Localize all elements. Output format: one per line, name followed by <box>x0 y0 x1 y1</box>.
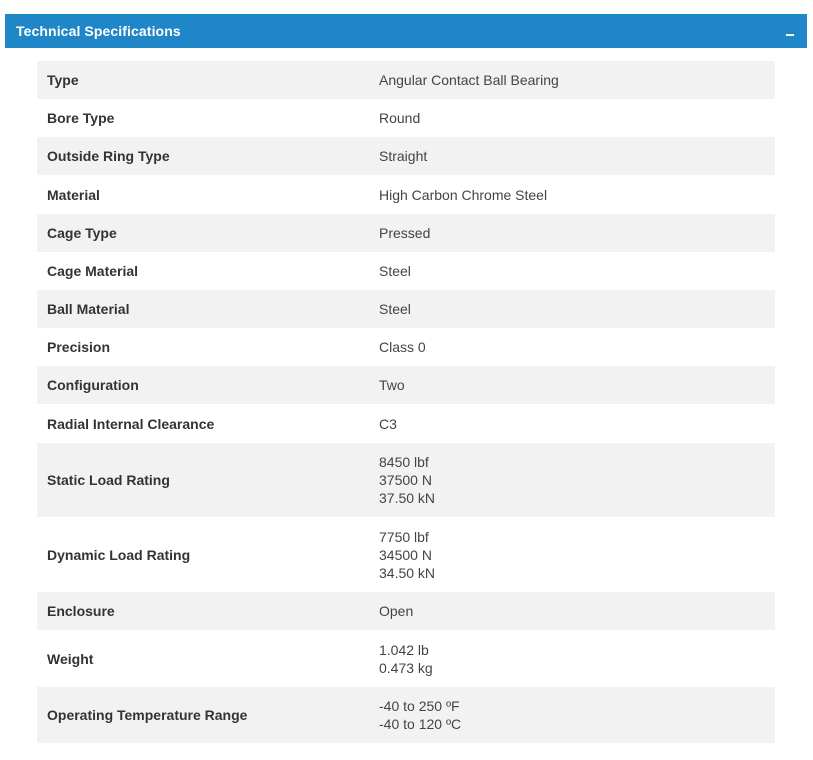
spec-label: Operating Temperature Range <box>37 687 369 743</box>
spec-label: Cage Type <box>37 214 369 252</box>
table-row <box>37 404 775 443</box>
spec-value-line: Open <box>379 603 414 619</box>
table-row <box>37 592 775 630</box>
spec-value-line: Steel <box>379 301 411 317</box>
spec-label: Cage Material <box>37 252 369 290</box>
spec-value <box>369 517 775 592</box>
spec-value-line: 34.50 kN <box>379 564 436 581</box>
spec-value-line: 37500 N <box>379 472 432 488</box>
spec-value <box>369 175 775 214</box>
spec-value-line: C3 <box>379 415 397 432</box>
spec-value <box>369 443 775 517</box>
spec-value <box>369 61 775 99</box>
spec-value <box>369 290 775 328</box>
spec-label: Radial Internal Clearance <box>37 404 369 443</box>
spec-value-line: Angular Contact Ball Bearing <box>379 72 559 88</box>
spec-value <box>369 404 775 443</box>
spec-value <box>369 214 775 252</box>
spec-value <box>369 328 775 366</box>
spec-value-line: Straight <box>379 148 428 164</box>
spec-label: Configuration <box>37 366 369 404</box>
spec-label: Bore Type <box>37 99 369 137</box>
spec-value <box>369 137 775 175</box>
spec-value <box>369 687 775 743</box>
table-row <box>37 443 775 517</box>
table-row <box>37 630 775 687</box>
spec-value-line: Pressed <box>379 225 431 241</box>
table-row <box>37 61 775 99</box>
table-row <box>37 137 775 175</box>
spec-value-line: 0.473 kg <box>379 659 433 676</box>
spec-table <box>37 61 775 743</box>
table-row <box>37 175 775 214</box>
spec-label: Weight <box>37 630 369 687</box>
spec-value-line: Class 0 <box>379 339 426 355</box>
spec-label: Static Load Rating <box>37 443 369 517</box>
spec-label: Precision <box>37 328 369 366</box>
spec-value <box>369 366 775 404</box>
table-row <box>37 214 775 252</box>
spec-value <box>369 630 775 687</box>
table-row <box>37 517 775 592</box>
table-row <box>37 252 775 290</box>
spec-value <box>369 99 775 137</box>
spec-value-line: -40 to 250 ºF <box>379 698 460 714</box>
spec-value-line: 37.50 kN <box>379 490 436 506</box>
spec-label: Material <box>37 175 369 214</box>
spec-value-line: Round <box>379 110 421 126</box>
spec-label: Outside Ring Type <box>37 137 369 175</box>
spec-label: Type <box>37 61 369 99</box>
panel-header[interactable] <box>5 14 807 48</box>
spec-value-line: 8450 lbf <box>379 454 429 470</box>
spec-value-line: High Carbon Chrome Steel <box>379 186 548 203</box>
spec-label: Dynamic Load Rating <box>37 517 369 592</box>
minus-icon[interactable] <box>783 24 797 38</box>
spec-value-line: 1.042 lb <box>379 641 429 658</box>
panel-title: Technical Specifications <box>16 23 181 39</box>
table-row <box>37 687 775 743</box>
spec-value <box>369 252 775 290</box>
table-row <box>37 366 775 404</box>
spec-value-line: 7750 lbf <box>379 528 429 545</box>
spec-value-line: -40 to 120 ºC <box>379 716 462 732</box>
table-row <box>37 290 775 328</box>
table-row <box>37 99 775 137</box>
spec-value-line: 34500 N <box>379 546 432 563</box>
spec-value-line: Steel <box>379 263 411 279</box>
spec-value <box>369 592 775 630</box>
spec-label: Enclosure <box>37 592 369 630</box>
spec-value-line: Two <box>379 377 405 393</box>
spec-label: Ball Material <box>37 290 369 328</box>
table-row <box>37 328 775 366</box>
